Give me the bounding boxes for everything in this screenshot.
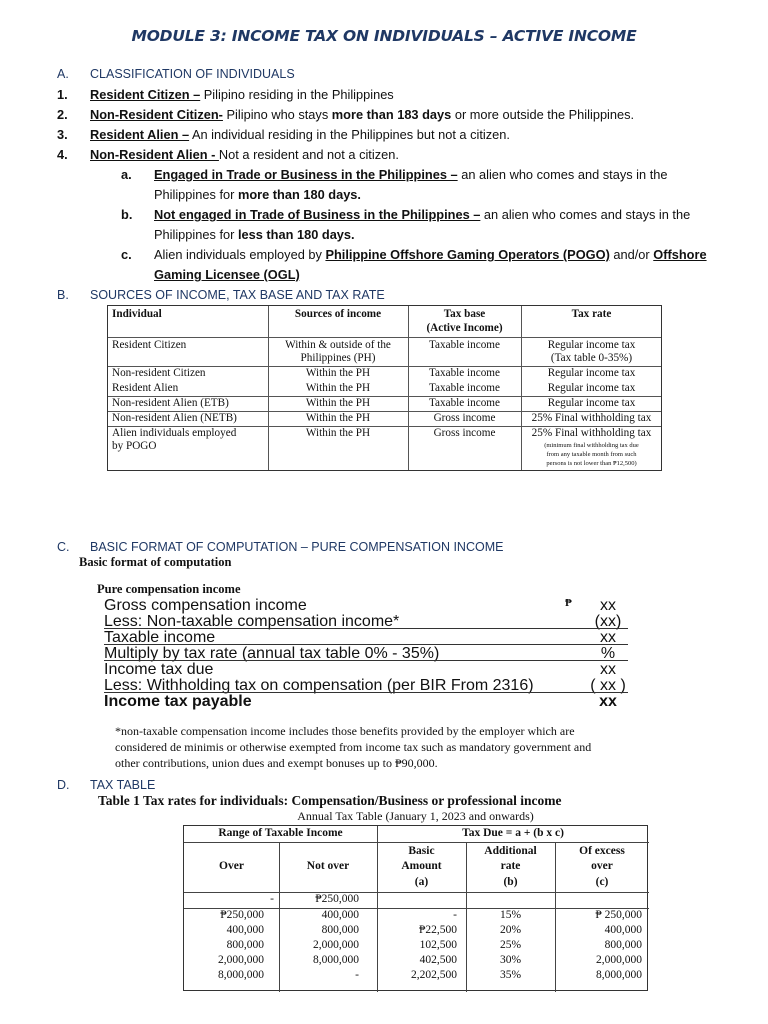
- table-cell: ₱ 250,000: [595, 909, 642, 921]
- table-cell: Taxable income: [429, 397, 500, 409]
- table-cell-note: from any taxable month from such: [546, 451, 637, 458]
- table-cell: 8,000,000: [218, 969, 264, 981]
- item-text-continued: Philippines for less than 180 days.: [154, 227, 355, 242]
- footnote-line: considered de minimis or otherwise exempted from income tax such as mandatory government and: [115, 740, 592, 754]
- list-item: [57, 147, 737, 163]
- computation-row: Multiply by tax rate (annual tax table 0% - 35%) %: [104, 645, 616, 662]
- column-header: Individual: [112, 308, 162, 320]
- table-cell: Gross income: [433, 427, 496, 439]
- table-cell: Non-resident Alien (ETB): [112, 397, 229, 409]
- table-cell: 15%: [499, 909, 522, 921]
- table-cell: 2,202,500: [411, 969, 457, 981]
- block-title: Pure compensation income: [97, 582, 241, 596]
- table-cell: Regular income tax: [547, 339, 636, 351]
- footnote-line: *non-taxable compensation income includes those benefits provided by the employer which are: [115, 724, 575, 738]
- footnote-line: other contributions, union dues and exempt bonuses up to ₱90,000.: [115, 756, 438, 770]
- column-header: Additional: [484, 845, 537, 857]
- item-number: 1.: [57, 87, 68, 102]
- table-cell: Regular income tax: [547, 382, 636, 394]
- table-cell: 2,000,000: [218, 954, 264, 966]
- table-cell: Regular income tax: [547, 397, 636, 409]
- table-cell: Taxable income: [429, 367, 500, 379]
- table-cell: Philippines (PH): [300, 352, 376, 364]
- table-cell: Within the PH: [305, 427, 371, 439]
- table-cell: -: [453, 909, 457, 921]
- item-text: Resident Citizen – Pilipino residing in the Philippines: [90, 87, 394, 102]
- sources-of-income-table: [107, 305, 662, 471]
- table-cell: Resident Alien: [112, 382, 179, 394]
- table-cell: 102,500: [419, 939, 457, 951]
- item-number: 3.: [57, 127, 68, 142]
- table-cell: Gross income: [433, 412, 496, 424]
- table-cell: Within the PH: [305, 367, 371, 379]
- subheading: Basic format of computation: [79, 555, 232, 569]
- table-cell: -: [270, 893, 274, 905]
- column-header: Tax Due = a + (b x c): [462, 827, 564, 839]
- table-cell: -: [355, 969, 359, 981]
- table-cell: 800,000: [226, 939, 264, 951]
- table-cell: 402,500: [419, 954, 457, 966]
- column-header: Tax base: [443, 308, 486, 320]
- item-number: 4.: [57, 147, 68, 162]
- item-text: Non-Resident Alien - Not a resident and not a citizen.: [90, 147, 399, 162]
- item-number: a.: [121, 167, 132, 182]
- item-text: Non-Resident Citizen- Pilipino who stays more than 183 days or more outside the Philippines.: [90, 107, 635, 122]
- column-header: (Active Income): [426, 322, 503, 334]
- item-text: Not engaged in Trade of Business in the Philippines – an alien who comes and stays in the: [154, 207, 691, 222]
- table-cell: 20%: [499, 924, 522, 936]
- table-cell: (Tax table 0-35%): [550, 352, 633, 364]
- table-cell: 400,000: [604, 924, 642, 936]
- table-cell-note: (minimum final withholding tax due: [544, 442, 639, 449]
- section-letter: B.: [57, 288, 69, 302]
- table-cell: Regular income tax: [547, 367, 636, 379]
- section-title: BASIC FORMAT OF COMPUTATION – PURE COMPENSATION INCOME: [90, 540, 504, 554]
- table-cell: ₱250,000: [315, 893, 359, 905]
- table-cell: 2,000,000: [313, 939, 359, 951]
- table-cell: 25% Final withholding tax: [531, 427, 652, 439]
- list-item: [57, 107, 737, 123]
- table-cell: ₱22,500: [418, 924, 457, 936]
- table-cell: 25% Final withholding tax: [531, 412, 652, 424]
- tax-table: [183, 825, 648, 991]
- list-subitem: [121, 167, 741, 183]
- column-header: Of excess: [579, 845, 625, 857]
- table-subtitle: Annual Tax Table (January 1, 2023 and onwards): [297, 809, 534, 823]
- table-cell: 800,000: [604, 939, 642, 951]
- column-header: (b): [503, 876, 518, 888]
- column-header: (a): [414, 876, 429, 888]
- table-cell: 2,000,000: [596, 954, 642, 966]
- table-cell: 400,000: [226, 924, 264, 936]
- table-cell: Within the PH: [305, 412, 371, 424]
- section-title: CLASSIFICATION OF INDIVIDUALS: [90, 67, 295, 81]
- table-cell: 35%: [499, 969, 522, 981]
- table-cell: by POGO: [112, 440, 157, 452]
- table-cell: Within & outside of the: [285, 339, 391, 351]
- table-cell: 400,000: [321, 909, 359, 921]
- table-cell: 30%: [499, 954, 522, 966]
- table-title: Table 1 Tax rates for individuals: Compensation/Business or professional income: [98, 793, 562, 808]
- table-cell: Within the PH: [305, 397, 371, 409]
- table-cell-note: persons is not lower than ₱12,500): [546, 460, 637, 467]
- section-c-heading: [57, 540, 737, 556]
- computation-row: Less: Non-taxable compensation income* (xx): [104, 613, 622, 630]
- table-cell: 8,000,000: [313, 954, 359, 966]
- table-cell: Within the PH: [305, 382, 371, 394]
- item-text-continued: Gaming Licensee (OGL): [154, 267, 300, 282]
- section-title: TAX TABLE: [90, 778, 156, 792]
- table-cell: 8,000,000: [596, 969, 642, 981]
- column-header: Over: [219, 860, 244, 872]
- item-number: b.: [121, 207, 133, 222]
- list-item: [57, 127, 737, 143]
- computation-row: Taxable income xx: [104, 629, 616, 646]
- column-header: Tax rate: [571, 308, 612, 320]
- computation-row: Less: Withholding tax on compensation (per BIR From 2316) ( xx ): [104, 677, 626, 694]
- item-text: Alien individuals employed by Philippine Offshore Gaming Operators (POGO) and/or Offshore: [154, 247, 707, 262]
- column-header: Range of Taxable Income: [218, 827, 343, 839]
- column-header: Amount: [401, 860, 442, 872]
- computation-row: Income tax payable xx: [104, 693, 617, 710]
- table-cell: Non-resident Alien (NETB): [112, 412, 237, 424]
- column-header: Not over: [306, 860, 350, 872]
- column-header: (c): [595, 876, 609, 888]
- peso-sign: ₱: [565, 597, 572, 609]
- table-cell: Taxable income: [429, 382, 500, 394]
- list-subitem: [121, 247, 741, 263]
- computation-row: Gross compensation income xx: [104, 597, 616, 614]
- page-title: MODULE 3: INCOME TAX ON INDIVIDUALS – ACTIVE INCOME: [131, 27, 637, 45]
- table-cell: Non-resident Citizen: [112, 367, 206, 379]
- item-text: Engaged in Trade or Business in the Philippines – an alien who comes and stays in the: [154, 167, 668, 182]
- list-subitem: [121, 207, 741, 223]
- section-title: SOURCES OF INCOME, TAX BASE AND TAX RATE: [90, 288, 385, 302]
- section-letter: A.: [57, 67, 69, 81]
- section-letter: C.: [57, 540, 70, 554]
- table-cell: Alien individuals employed: [112, 427, 237, 439]
- section-a-heading: [57, 67, 737, 83]
- item-text: Resident Alien – An individual residing in the Philippines but not a citizen.: [90, 127, 510, 142]
- item-text-continued: Philippines for more than 180 days.: [154, 187, 361, 202]
- column-header: over: [591, 860, 613, 872]
- item-number: 2.: [57, 107, 68, 122]
- column-header: Basic: [408, 845, 435, 857]
- table-cell: 800,000: [321, 924, 359, 936]
- table-cell: ₱250,000: [220, 909, 264, 921]
- list-item: [57, 87, 737, 103]
- column-header: Sources of income: [294, 308, 382, 320]
- section-letter: D.: [57, 778, 70, 792]
- item-number: c.: [121, 247, 132, 262]
- computation-row: Income tax due xx: [104, 661, 616, 678]
- section-b-heading: [57, 288, 737, 304]
- table-cell: 25%: [499, 939, 522, 951]
- table-cell: Resident Citizen: [112, 339, 187, 351]
- section-d-heading: [57, 778, 737, 794]
- table-cell: Taxable income: [429, 339, 500, 351]
- column-header: rate: [500, 860, 521, 872]
